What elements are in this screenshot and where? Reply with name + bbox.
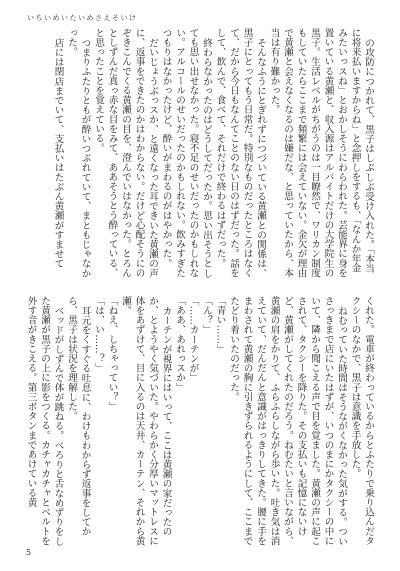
paragraph: だいじょうぶっスか、と遠くなった耳できいた黄瀬の声に、返事をできたのかはわからない。だけど心配そうにのぞきこんでくる黄瀬の目を、澄んでいはなかった。とろんとしずんだ真っ赤な目をみて、ああそうとう酔っている、と思ったことを覚えている。	[93, 28, 158, 278]
paragraph: ねむっていた時間はそうながくなかった気がする。ついさっきまで店にいたはずが、いつのまにかタクシーの中にいて、隣から聞こえる声で目を覚ました。黄瀬の声に起こされて、タクシーを降りた。その支払いも記憶にないけど、黄瀬がしてくれたのだろう。ねむたいと言いながら、黄瀬の肩をかりて、ふらふらしながら歩いた。吐き気は消えていて、だんだんと意識がはっきりしてきた。腰に手をまわされて黄瀬の胸に引きずられるようにして、ここまでたどり着いたのだった。	[228, 296, 347, 546]
dialogue-line: 「青い……」	[214, 296, 226, 354]
text-block-bottom	[27, 296, 375, 546]
paragraph: 店には閉店までいて、支払いはたぶん黄瀬がすませて	[52, 37, 64, 268]
paragraph: くれた。電車が終わっているからとふたりで乗り込んだタクシーのなかで、黒子は意識を手放した。	[349, 296, 374, 546]
dialogue-line: 「ん？」	[201, 296, 212, 335]
paragraph: カーテンが視界にはいって、ここは黄瀬の家だったのか、とようやく気づいた。やわらかく分厚いマットレスに体をあずけて、目に入るのは天井、カーテン、それから黄瀬。	[120, 296, 172, 546]
page-number: 5	[26, 548, 32, 557]
dialogue-line: 「……カーテンが」	[187, 296, 199, 383]
running-head: いちいめいたいめさえそいけ	[27, 14, 138, 22]
text-block-top	[27, 28, 375, 280]
paragraph: 耳元をくすぐる吐息に、わけもわからず返事をしてから、黒子は状況を理解した。	[66, 296, 91, 536]
paragraph: 終わらなかったのはどうしてだったか。思い出そうとしても思い出せなかった。寝不足のせいだったのかもしれない。アルコールのせいだったのかもしれない。飲みすぎたつもりはなかったけど、酔いがまわるのがはやかった。	[160, 28, 212, 278]
paragraph: そんなふうにとぎれずにつづいている黄瀬との関係は、黒子にとってもう日常だ。特別なものだったところはなくて、だから今日もなんてことのない日のはずだった。話をして、飲んで、食べて、それだけで終わるはずだった。	[214, 28, 266, 278]
paragraph: つまりふたりともが酔いつぶれていて、まともじゃなかった。	[66, 28, 91, 278]
dialogue-line: 「は、い……？」	[93, 296, 104, 373]
dialogue-line: 「ねえ、しちゃってい？」	[106, 296, 118, 412]
paragraph: の攻防につかれて、黒子はしぶしぶ受け入れた。「本当に将来払いますからね」と念押しをするも、「なんか年金みたいっスね」とおかしそうにわらわれた。芸能界に身を置いている黄瀬と、収入源はアルバイトだけの大学院生の黒子。生活レベルがちがうのは一目瞭然で、ワリカン制度もしていたらここまで頻繁には会えていない。金欠が理由で黄瀬と会えなくなるのは嫌だな、と思っていたから、本当は有り難かった。	[268, 28, 374, 278]
dialogue-line: 「ああ、あれっスか」	[174, 296, 185, 392]
paragraph: ベッドがしずんで体が跳ねる。べろりと舌なめずりをした黄瀬が黒子の上に影をつくる。カチャカチャとベルトを外す音がきこえる。第三ボタンまであけている黄	[25, 296, 64, 546]
